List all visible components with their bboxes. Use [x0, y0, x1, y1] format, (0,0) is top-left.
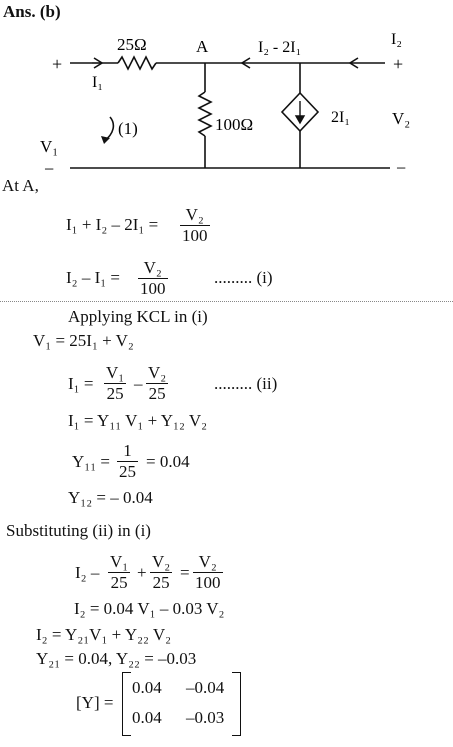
i2-label: I₂	[391, 31, 402, 48]
eq4-plus: +	[137, 563, 147, 582]
eq1-lhs: I₁ + I₂ – 2I₁ =	[66, 215, 159, 234]
v2-label: V₂	[392, 109, 411, 128]
eq4-fraction-3: V₂ 100	[195, 552, 221, 592]
kcl-heading: Applying KCL in (i)	[68, 307, 208, 326]
eq3-fraction-1: V₁ 25	[106, 363, 125, 403]
eq3-minus: –	[134, 374, 143, 393]
v2-minus: −	[396, 158, 407, 178]
circuit-diagram	[0, 0, 453, 190]
eq2-tag: ......... (i)	[214, 268, 273, 287]
eq1-fraction: V₂ 100	[182, 205, 208, 245]
i1-label: I₁	[92, 74, 103, 91]
v1-plus: +	[52, 54, 63, 74]
resistor-25	[118, 57, 156, 69]
resistor-100	[199, 92, 211, 136]
i2-equation: I₂ = 0.04 V₁ – 0.03 V₂	[74, 599, 225, 618]
matrix-cell-12: –0.04	[186, 678, 225, 697]
r1-label: 25Ω	[117, 35, 147, 54]
source-arrow-icon	[296, 116, 304, 123]
y11-rhs: = 0.04	[146, 452, 190, 471]
v1-equation: V₁ = 25I₁ + V₂	[33, 331, 134, 350]
eq2-lhs: I₂ – I₁ =	[66, 268, 121, 287]
matrix-right-bracket	[232, 672, 241, 736]
y12-equation: Y₁₂ = – 0.04	[68, 488, 153, 507]
y21-y22-values: Y₂₁ = 0.04, Y₂₂ = –0.03	[36, 649, 197, 668]
divider	[0, 301, 453, 302]
branch-current-label: I₂ - 2I₁	[258, 39, 302, 56]
y11-lhs: Y₁₁ =	[72, 452, 110, 471]
eq2-fraction: V₂ 100	[140, 258, 166, 298]
eq3-lhs: I₁ =	[68, 374, 94, 393]
v1-minus: −	[44, 159, 55, 179]
loop-label: (1)	[118, 119, 138, 138]
source-label: 2I₁	[331, 109, 350, 126]
eq4-fraction-2: V₂ 25	[152, 552, 171, 592]
y-form-equation: I₁ = Y₁₁ V₁ + Y₁₂ V₂	[68, 411, 208, 430]
matrix-left-bracket	[122, 672, 131, 736]
node-a-label: A	[196, 37, 209, 56]
matrix-cell-11: 0.04	[132, 678, 162, 697]
eq4-lhs: I₂ –	[75, 563, 100, 582]
r2-label: 100Ω	[215, 115, 254, 134]
at-a-label: At A,	[2, 176, 39, 195]
eq3-tag: ......... (ii)	[214, 374, 278, 393]
v2-plus: +	[393, 54, 404, 74]
eq4-fraction-1: V₁ 25	[110, 552, 129, 592]
y11-fraction: 1 25	[119, 441, 136, 481]
i2-form-equation: I₂ = Y₂₁V₁ + Y₂₂ V₂	[36, 625, 172, 644]
eq3-fraction-2: V₂ 25	[148, 363, 167, 403]
subst-heading: Substituting (ii) in (i)	[6, 521, 151, 540]
eq4-equals: =	[180, 563, 190, 582]
matrix-cell-22: –0.03	[186, 708, 225, 727]
answer-label: Ans. (b)	[3, 2, 61, 21]
matrix-cell-21: 0.04	[132, 708, 162, 727]
v1-label: V₁	[40, 137, 59, 156]
matrix-label: [Y] =	[76, 693, 114, 712]
